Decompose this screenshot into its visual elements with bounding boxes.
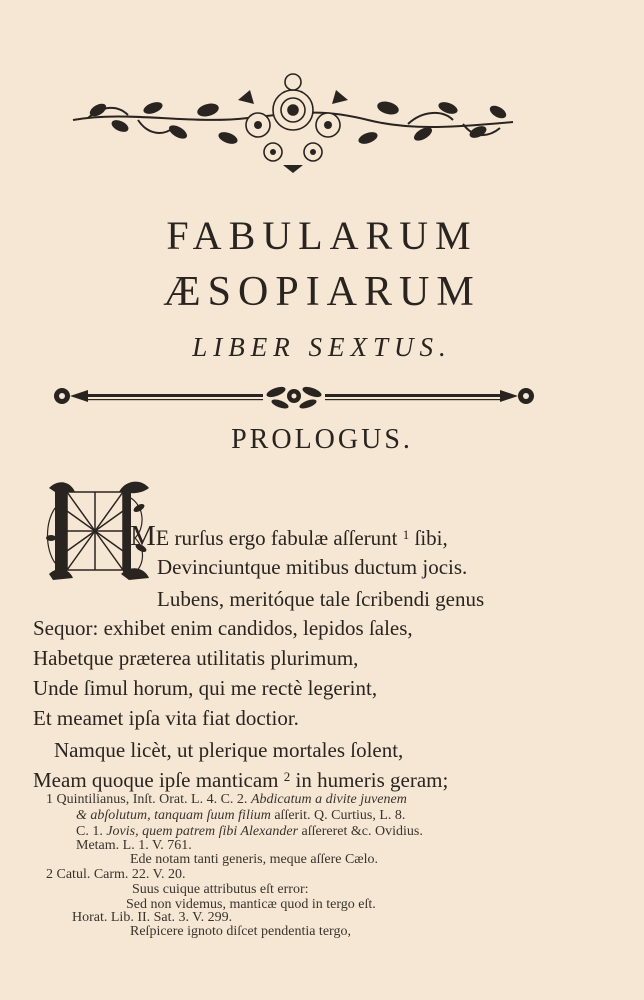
floral-rule-ornament [48,380,540,414]
footnote-2-line-2: Horat. Lib. II. Sat. 3. V. 299. [72,910,233,925]
footnote-1-line-1: 1 Quintilianus, Inſt. Orat. L. 4. C. 2. Abdicatum a divite juvenem [46,792,407,807]
section-heading: PROLOGUS. [231,424,413,455]
footnote-2-quote-1: Ede notam tanti generis, meque aſſere Cælo. [130,852,379,867]
verse-line-4: Sequor: exhibet enim candidos, lepidos ſales, [33,616,413,640]
title-line-1: FABULARUM [166,213,478,258]
verse-line-8: Namque licèt, ut plerique mortales ſolent, [54,738,404,762]
verse-line-9: Meam quoque ipſe manticam $^2$ in humeris geram; [33,768,449,792]
footnote-ref-1: 1 [402,527,410,542]
footnote-1-line-2: & abſolutum, tanquam ſuum filium aſſerit. Q. Curtius, L. 8. [76,808,406,823]
footnote-1-line-4: Metam. L. 1. V. 761. [76,838,192,853]
footnote-2-line-1: 2 Catul. Carm. 22. V. 20. [46,867,186,882]
verse-line-1: ME rurſus ergo fabulæ aſſerunt $^1$ ſibi, [130,520,448,552]
verse-line-7: Et meamet ipſa vita fiat doctior. [33,706,299,730]
footnote-2-quote-2: Suus cuique attributus eſt error: [132,882,309,897]
footnote-ref-2: 2 [283,769,291,784]
verse-line-5: Habetque præterea utilitatis plurimum, [33,646,359,670]
footnote-2-quote-4: Reſpicere ignoto diſcet pendentia tergo, [130,924,351,939]
floral-headpiece-ornament [68,70,518,175]
title-line-2: ÆSOPIARUM [163,269,481,315]
footnote-1-line-3: C. 1. Jovis, quem patrem ſibi Alexander aſſereret &c. Ovidius. [76,824,423,839]
verse-line-2: Devinciuntque mitibus ductum jocis. [157,555,468,579]
drop-initial-letter: M [130,520,156,552]
footnote-2-quote-3: Sed non videmus, manticæ quod in tergo eſt. [126,897,376,912]
verse-line-6: Unde ſimul horum, qui me rectè legerint, [33,676,378,700]
verse-line-3: Lubens, meritóque tale ſcribendi genus [157,587,485,611]
book-subtitle: LIBER SEXTUS. [192,332,452,362]
